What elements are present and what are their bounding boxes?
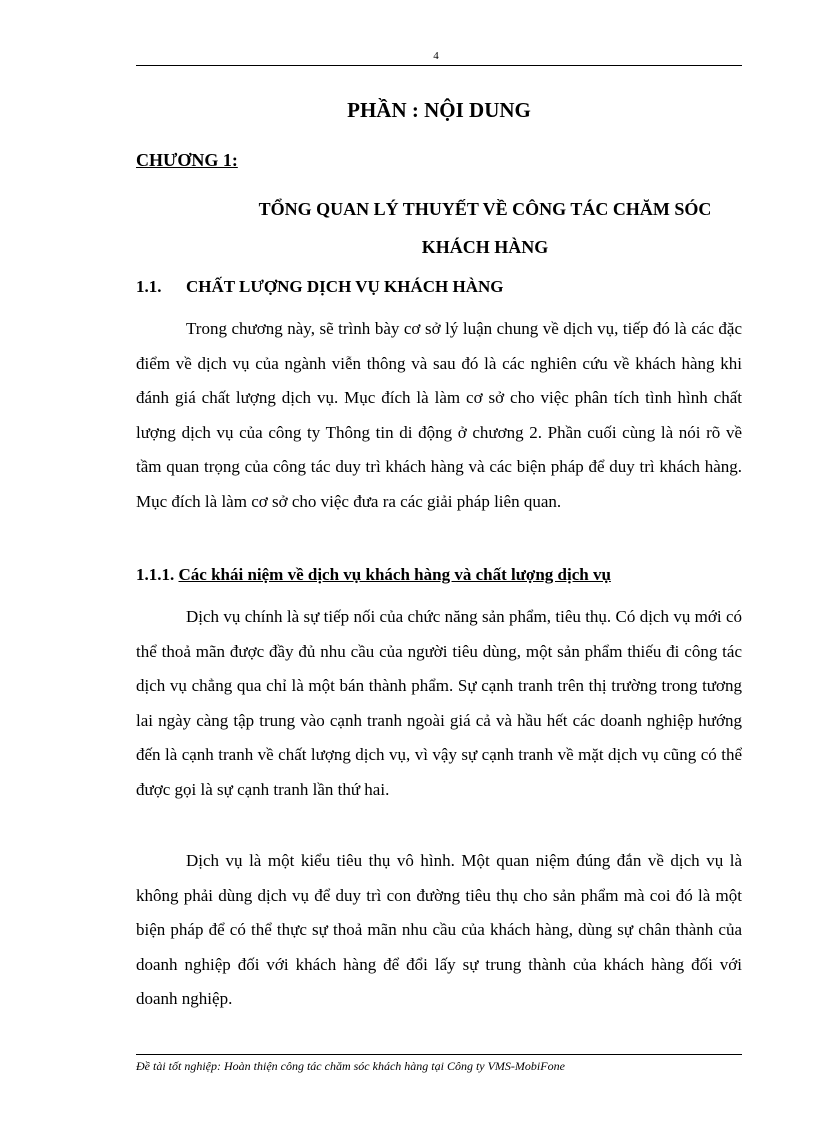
chapter-title: TỔNG QUAN LÝ THUYẾT VỀ CÔNG TÁC CHĂM SÓC KHÁCH HÀNG bbox=[258, 199, 712, 257]
subsection-heading bbox=[136, 565, 611, 585]
body-paragraph: Dịch vụ chính là sự tiếp nối của chức năng sản phẩm, tiêu thụ. Có dịch vụ mới có thể thoả mãn được đầy đủ nhu cầu của người tiêu dùng, một sản phẩm thiếu đi công tác dịch vụ chẳng qua chỉ là một bán thành phẩm. Sự cạnh tranh trên thị trường trong tương lai ngày càng tập trung vào cạnh tranh ngoài giá cả và hầu hết các doanh nghiệp hướng đến là cạnh tranh về chất lượng dịch vụ, vì vậy sự cạnh tranh về mặt dịch vụ cũng có thể được gọi là sự cạnh tranh lần thứ hai. bbox=[136, 607, 742, 799]
part-title: PHẦN : NỘI DUNG bbox=[347, 98, 531, 122]
section-intro-paragraph: Trong chương này, sẽ trình bày cơ sở lý luận chung về dịch vụ, tiếp đó là các đặc điểm về dịch vụ của ngành viễn thông và sau đó là các nghiên cứu về khách hàng khi đánh giá chất lượng dịch vụ. Mục đích là làm cơ sở cho việc phân tích tình hình chất lượng dịch vụ của công ty Thông tin di động ở chương 2. Phần cuối cùng là nói rõ về tầm quan trọng của công tác duy trì khách hàng và các biện pháp để duy trì khách hàng. Mục đích là làm cơ sở cho việc đưa ra các giải pháp liên quan. bbox=[136, 319, 742, 511]
footer-text: Đề tài tốt nghiệp: Hoàn thiện công tác chăm sóc khách hàng tại Công ty VMS-MobiFone bbox=[136, 1059, 565, 1073]
chapter-label: CHƯƠNG 1: bbox=[136, 150, 238, 170]
section-title: CHẤT LƯỢNG DỊCH VỤ KHÁCH HÀNG bbox=[186, 277, 504, 296]
subsection-title: Các khái niệm về dịch vụ khách hàng và chất lượng dịch vụ bbox=[178, 565, 611, 584]
section-number: 1.1. bbox=[136, 277, 162, 296]
section-heading bbox=[136, 277, 504, 297]
subsection-number: 1.1.1. bbox=[136, 565, 175, 584]
footer-rule bbox=[136, 1054, 742, 1055]
header-rule bbox=[136, 65, 742, 66]
page-number: 4 bbox=[433, 50, 439, 62]
body-paragraph: Dịch vụ là một kiểu tiêu thụ vô hình. Một quan niệm đúng đắn về dịch vụ là không phải dùng dịch vụ để duy trì con đường tiêu thụ cho sản phẩm mà coi đó là một biện pháp để có thể thực sự thoả mãn nhu cầu của khách hàng, dùng sự chân thành của doanh nghiệp đối với khách hàng để đổi lấy sự trung thành của khách hàng đối với doanh nghiệp. bbox=[136, 851, 742, 1008]
